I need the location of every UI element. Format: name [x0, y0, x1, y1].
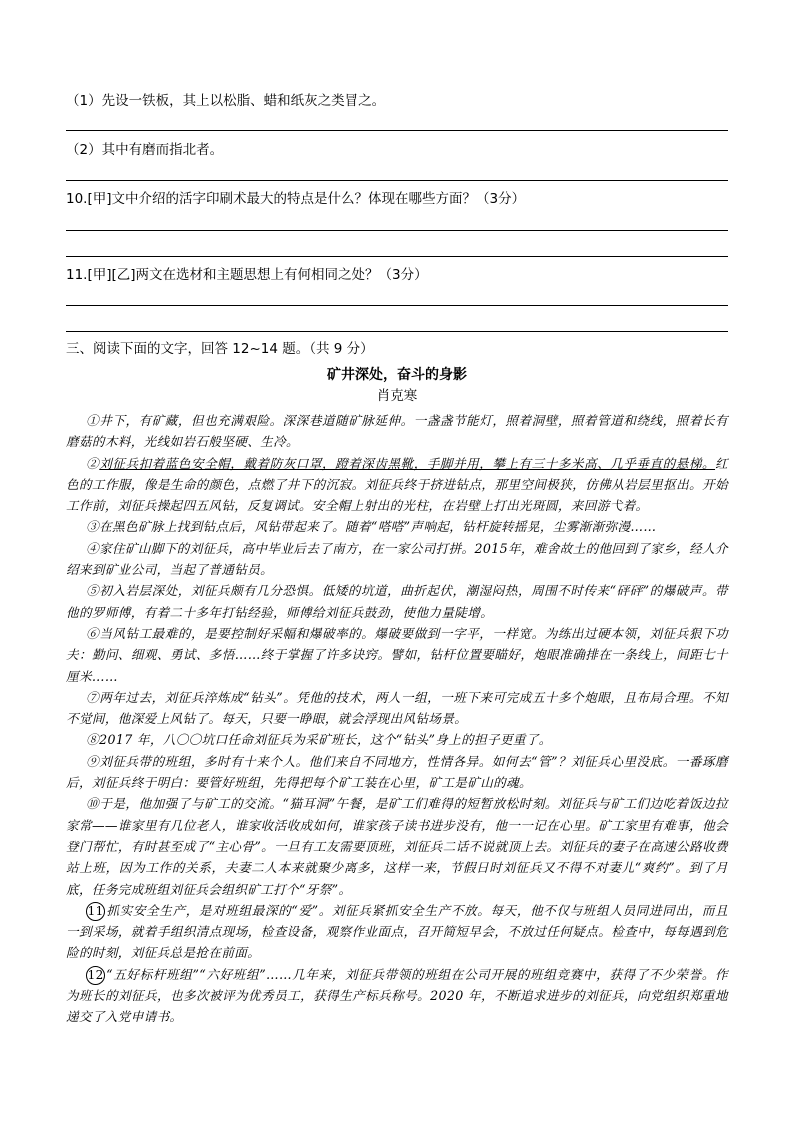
question-9-1: （1）先设一铁板，其上以松脂、蜡和纸灰之类冒之。 — [66, 93, 386, 109]
paragraph-number-12: 12 — [86, 966, 105, 985]
paragraph-1: ①井下，有矿藏，但也充满艰险。深深巷道随矿脉延伸。一盏盏节能灯，照着洞壁，照着管道和绕线，照着长有磨菇的木料，光线如岩石般坚硬、生冷。 — [66, 413, 728, 450]
paragraph-marker: ② — [86, 455, 100, 471]
paragraph-6: ⑥当风钻工最难的，是要控制好采幅和爆破率的。爆破要做到一字平，一样宽。为练出过硬本领，刘征兵狠下功夫：勤问、细观、勇试、多悟……终于掌握了许多诀窍。譬如，钻杆位置要瞄好，炮眼准确排在一条线上，间距七十厘米…… — [66, 625, 728, 684]
question-9-2: （2）其中有磨而指北者。 — [66, 142, 224, 158]
paragraph-2 — [66, 453, 728, 517]
paragraph-7: ⑦两年过去，刘征兵淬炼成“钻头”。凭他的技术，两人一组，一班下来可完成五十多个炮眼，且布局合理。不知不觉间，他深爱上风钻了。每天，只要一睁眼，就会浮现出风钻场景。 — [66, 689, 728, 727]
paragraph-8: ⑧2017 年，八〇〇坑口任命刘征兵为采矿班长，这个“钻头”身上的担子更重了。 — [86, 732, 552, 748]
answer-line[interactable] — [66, 230, 728, 231]
paragraph-11-text: 抓实安全生产，是对班组最深的“爱”。刘征兵紧抓安全生产不放。每天，他不仅与班组人员同进同出，而且一到采场，就着手组织清点现场，检查设备，观察作业面点，召开简短早会，不放过任何疑点。检查中，每每遇到危险的时刻，刘征兵总是抢在前面。 — [66, 902, 728, 961]
paragraph-11 — [66, 900, 728, 964]
article-title: 矿井深处，奋斗的身影 — [327, 367, 467, 383]
underlined-sentence: 刘征兵扣着蓝色安全帽，戴着防灰口罩，蹬着深齿黑靴，手脚并用，攀上有三十多米高、几乎垂直的悬梯。 — [99, 455, 716, 471]
paragraph-2-rest: 红色的工作服，像是生命的颜色，点燃了井下的沉寂。刘征兵终于挤进钻点，那里空间极狭，仿佛从岩层里抠出。开始工作前，刘征兵操起四五风钻，反复调试。安全帽上射出的光柱，在岩壁上打出光斑圆，来回游弋着。 — [66, 455, 728, 514]
paragraph-4: ④家住矿山脚下的刘征兵，高中毕业后去了南方，在一家公司打拼。2015年，难舍故土的他回到了家乡，经人介绍来到矿业公司，当起了普通钻员。 — [66, 540, 728, 578]
paragraph-9: ⑨刘征兵带的班组，多时有十来个人。他们来自不同地方，性情各异。如何去“管”？刘征兵心里没底。一番琢磨后，刘征兵终于明白：要管好班组，先得把每个矿工装在心里，矿工是矿山的魂。 — [66, 753, 728, 791]
question-10: 10.[甲]文中介绍的活字印刷术最大的特点是什么？体现在哪些方面？（3分） — [66, 191, 526, 207]
answer-line[interactable] — [66, 331, 728, 332]
answer-line[interactable] — [66, 180, 728, 181]
paragraph-10: ⑩于是，他加强了与矿工的交流。“猫耳洞”午餐，是矿工们难得的短暂放松时刻。刘征兵与矿工们边吃着饭边拉家常——谁家里有几位老人，谁家收活收成如何，谁家孩子读书进步没有，他一一记在心里。矿工家里有难事，他会登门帮忙，有时甚至成了“主心骨”。一旦有工友需要顶班，刘征兵二话不说就顶上去。刘征兵的妻子在高速公路收费站上班，因为工作的关系，夫妻二人本来就聚少离多，这样一来，节假日时刘征兵又不得不对妻儿“爽约”。到了月底，任务完成班组刘征兵会组织矿工打个“牙祭”。 — [66, 796, 728, 897]
answer-line[interactable] — [66, 130, 728, 131]
paragraph-5: ⑤初入岩层深处，刘征兵颇有几分恐惧。低矮的坑道，曲折起伏，潮湿闷热，周围不时传来“砰砰”的爆破声。带他的罗师傅，有着二十多年打钻经验，师傅给刘征兵鼓劲，使他力量陡增。 — [66, 583, 728, 620]
article-author: 肖克寒 — [376, 388, 418, 404]
article-body — [66, 410, 728, 1028]
paragraph-12 — [66, 964, 728, 1028]
answer-line[interactable] — [66, 305, 728, 306]
section-heading: 三、阅读下面的文字，回答 12~14 题。（共 9 分） — [66, 341, 374, 357]
paragraph-number-11: 11 — [86, 902, 105, 921]
paragraph-3: ③在黑色矿脉上找到钻点后，风钻带起来了。随着“嗒嗒”声响起，钻杆旋转摇晃，尘雾渐渐弥漫…… — [86, 519, 657, 535]
question-11: 11.[甲][乙]两文在选材和主题思想上有何相同之处？（3分） — [66, 267, 428, 283]
answer-line[interactable] — [66, 256, 728, 257]
paragraph-12-text: “五好标杆班组”“六好班组”……几年来，刘征兵带领的班组在公司开展的班组竞赛中，获得了不少荣誉。作为班长的刘征兵，也多次被评为优秀员工，获得生产标兵称号。2020 年，不断追求进步的刘征兵，向党组织郑重地递交了入党申请书。 — [66, 966, 728, 1025]
